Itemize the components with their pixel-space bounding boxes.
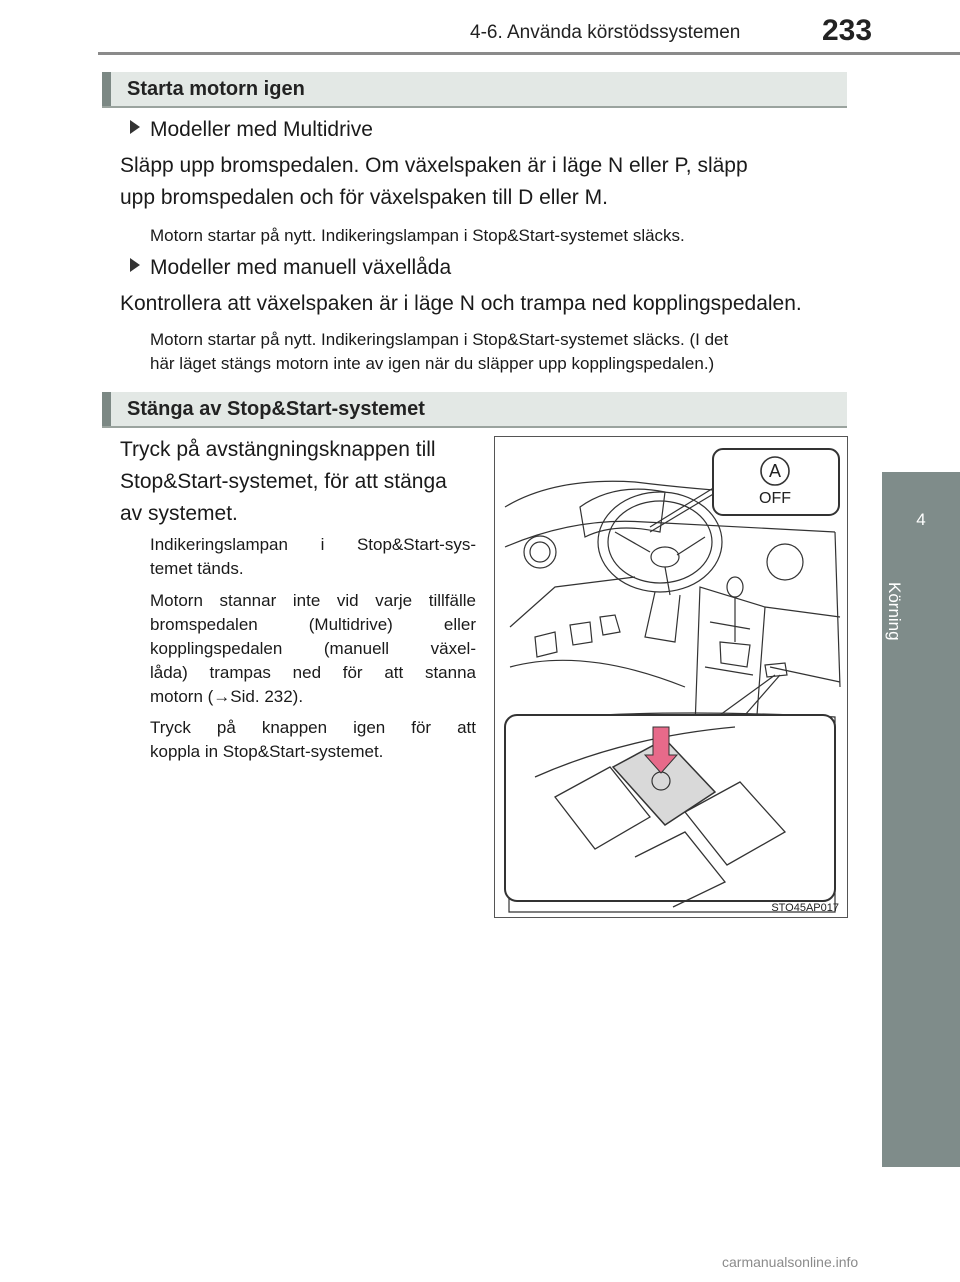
note-indicator-lamp (150, 533, 476, 581)
triangle-bullet-icon (130, 120, 140, 134)
button-text-label: OFF (759, 490, 791, 507)
stop-start-illustration (494, 436, 848, 918)
section-title: Stänga av Stop&Start-systemet (127, 398, 425, 420)
paragraph-press-button (120, 434, 476, 530)
note-engine-not-stop (150, 589, 476, 709)
dashboard-illustration-svg (495, 437, 847, 917)
paragraph-check-gear: Kontrollera att växelspaken är i läge N och trampa ned kopplingspedalen. (120, 292, 802, 315)
text-line: Tryck på knappen igen för att (150, 718, 476, 737)
text-line: Indikeringslampan i Stop&Start-sys- (150, 535, 476, 554)
note-restart-manual (150, 328, 848, 376)
watermark: carmanualsonline.info (722, 1254, 859, 1270)
button-letter-label: A (768, 461, 782, 481)
paragraph-release-brake (120, 150, 848, 214)
text-line: låda) trampas ned för att stanna (150, 663, 476, 682)
side-tab-number: 4 (916, 510, 926, 529)
text-line: kopplingspedalen (manuell växel- (150, 639, 476, 658)
chapter-title: 4-6. Använda körstödssystemen (470, 22, 741, 43)
text-line: Stop&Start-systemet, för att stänga (120, 470, 447, 493)
text-line: bromspedalen (Multidrive) eller (150, 615, 476, 634)
text-line: Motorn startar på nytt. Indikeringslampan i Stop&Start-systemet släcks. (I det (150, 330, 729, 349)
bullet-text: Modeller med manuell växellåda (150, 256, 452, 279)
triangle-bullet-icon (130, 258, 140, 272)
bullet-multidrive (130, 118, 373, 142)
page-number: 233 (822, 14, 873, 47)
text-line: här läget stängs motorn inte av igen när du släpper upp kopplingspedalen.) (150, 354, 715, 373)
section-header-restart (102, 72, 847, 108)
figure-code: STO45AP017 (771, 902, 839, 914)
note-press-again (150, 716, 476, 764)
section-title: Starta motorn igen (127, 78, 305, 100)
note-restart-multidrive: Motorn startar på nytt. Indikeringslampan i Stop&Start-systemet släcks. (150, 226, 685, 245)
side-tab-label: Körning (885, 582, 904, 641)
text-line: Motorn stannar inte vid varje tillfälle (150, 591, 476, 610)
bullet-manual (130, 256, 451, 280)
section-accent (102, 72, 111, 106)
text-line: Släpp upp bromspedalen. Om växelspaken är i läge N eller P, släpp (120, 154, 748, 177)
text-line: av systemet. (120, 502, 238, 525)
text-fragment: motorn ( (150, 687, 214, 706)
section-accent (102, 392, 111, 426)
arrow-right-icon: → (213, 687, 231, 706)
chapter-side-tab (882, 472, 960, 1167)
bullet-text: Modeller med Multidrive (150, 118, 373, 141)
text-line: temet tänds. (150, 559, 244, 578)
header-divider (98, 52, 960, 55)
section-header-disable (102, 392, 847, 428)
text-line: Tryck på avstängningsknappen till (120, 438, 436, 461)
text-line: upp bromspedalen och för växelspaken till D eller M. (120, 186, 608, 209)
page-reference-link[interactable]: Sid. 232). (230, 687, 304, 706)
text-line: koppla in Stop&Start-systemet. (150, 742, 384, 761)
text-line (150, 685, 476, 709)
